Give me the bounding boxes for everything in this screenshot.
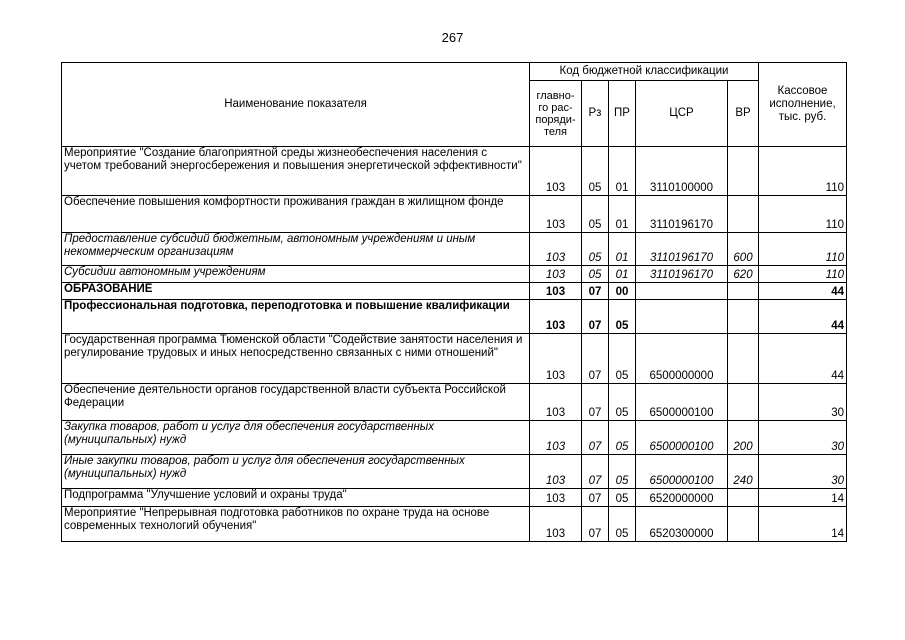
row-csr: 3110196170 [636,233,728,266]
row-amount: 110 [759,233,847,266]
table-row [62,507,847,542]
table-row [62,334,847,384]
row-name: Подпрограмма "Улучшение условий и охраны труда" [62,489,530,507]
row-vr: 600 [728,233,759,266]
row-rz: 07 [582,507,609,542]
table-row [62,266,847,283]
row-pr: 05 [609,334,636,384]
row-pr: 05 [609,455,636,489]
table-row [62,384,847,421]
header-vr: ВР [728,81,759,147]
row-rz: 07 [582,384,609,421]
table-row [62,233,847,266]
row-pr: 05 [609,300,636,334]
row-gr: 103 [530,421,582,455]
row-gr: 103 [530,196,582,233]
row-amount: 44 [759,334,847,384]
row-pr: 00 [609,283,636,300]
row-name: Обеспечение повышения комфортности проживания граждан в жилищном фонде [62,196,530,233]
row-csr: 6500000100 [636,455,728,489]
table-row [62,300,847,334]
row-name: Обеспечение деятельности органов государственной власти субъекта Российской Федерации [62,384,530,421]
row-rz: 07 [582,300,609,334]
row-name: Мероприятие "Создание благоприятной среды жизнеобеспечения населения с учетом требований энергосбережения и повышения энергетической эффективности" [62,147,530,196]
row-amount: 30 [759,455,847,489]
row-vr [728,507,759,542]
header-name: Наименование показателя [62,63,530,147]
header-code-group: Код бюджетной классификации [530,63,759,81]
row-csr: 3110100000 [636,147,728,196]
row-rz: 07 [582,455,609,489]
table-row [62,455,847,489]
page-number: 267 [441,30,464,45]
table-row [62,283,847,300]
row-csr: 6500000100 [636,421,728,455]
row-gr: 103 [530,147,582,196]
row-gr: 103 [530,266,582,283]
row-vr [728,334,759,384]
row-rz: 05 [582,196,609,233]
row-rz: 07 [582,421,609,455]
row-vr [728,300,759,334]
row-pr: 01 [609,266,636,283]
row-csr: 3110196170 [636,266,728,283]
row-gr: 103 [530,233,582,266]
table-row [62,421,847,455]
row-csr: 6500000100 [636,384,728,421]
row-gr: 103 [530,384,582,421]
header-csr: ЦСР [636,81,728,147]
header-pr: ПР [609,81,636,147]
row-gr: 103 [530,489,582,507]
row-vr: 240 [728,455,759,489]
table-row [62,489,847,507]
row-pr: 05 [609,421,636,455]
budget-table [61,62,847,542]
row-rz: 07 [582,489,609,507]
row-gr: 103 [530,300,582,334]
row-pr: 01 [609,233,636,266]
row-name: Закупка товаров, работ и услуг для обеспечения государственных (муниципальных) нужд [62,421,530,455]
row-amount: 110 [759,266,847,283]
row-amount: 44 [759,283,847,300]
row-rz: 07 [582,334,609,384]
header-rz: Рз [582,81,609,147]
row-vr [728,384,759,421]
row-name: ОБРАЗОВАНИЕ [62,283,530,300]
row-vr: 200 [728,421,759,455]
row-csr: 6520300000 [636,507,728,542]
row-name: Профессиональная подготовка, переподготовка и повышение квалификации [62,300,530,334]
row-rz: 05 [582,147,609,196]
header-amount: Кассовое исполнение, тыс. руб. [759,63,847,147]
row-gr: 103 [530,283,582,300]
row-pr: 01 [609,196,636,233]
row-amount: 110 [759,196,847,233]
row-csr: 6520000000 [636,489,728,507]
row-amount: 110 [759,147,847,196]
table-row [62,196,847,233]
row-amount: 14 [759,507,847,542]
row-rz: 05 [582,233,609,266]
row-amount: 30 [759,384,847,421]
row-gr: 103 [530,507,582,542]
row-name: Государственная программа Тюменской области "Содействие занятости населения и регулирование трудовых и иных непосредственно связанных с ними отношений" [62,334,530,384]
row-name: Предоставление субсидий бюджетным, автономным учреждениям и иным некоммерческим организациям [62,233,530,266]
row-csr [636,300,728,334]
row-csr: 3110196170 [636,196,728,233]
row-rz: 07 [582,283,609,300]
row-vr: 620 [728,266,759,283]
row-pr: 05 [609,384,636,421]
row-csr [636,283,728,300]
row-name: Мероприятие "Непрерывная подготовка работников по охране труда на основе современных технологий обучения" [62,507,530,542]
row-pr: 01 [609,147,636,196]
row-name: Иные закупки товаров, работ и услуг для обеспечения государственных (муниципальных) нужд [62,455,530,489]
row-vr [728,489,759,507]
row-gr: 103 [530,455,582,489]
header-glavny: главно-го рас-поряди-теля [530,81,582,147]
table-row [62,147,847,196]
row-csr: 6500000000 [636,334,728,384]
row-vr [728,196,759,233]
row-vr [728,147,759,196]
row-name: Субсидии автономным учреждениям [62,266,530,283]
row-amount: 44 [759,300,847,334]
row-amount: 14 [759,489,847,507]
row-pr: 05 [609,489,636,507]
row-amount: 30 [759,421,847,455]
row-vr [728,283,759,300]
row-rz: 05 [582,266,609,283]
row-gr: 103 [530,334,582,384]
row-pr: 05 [609,507,636,542]
